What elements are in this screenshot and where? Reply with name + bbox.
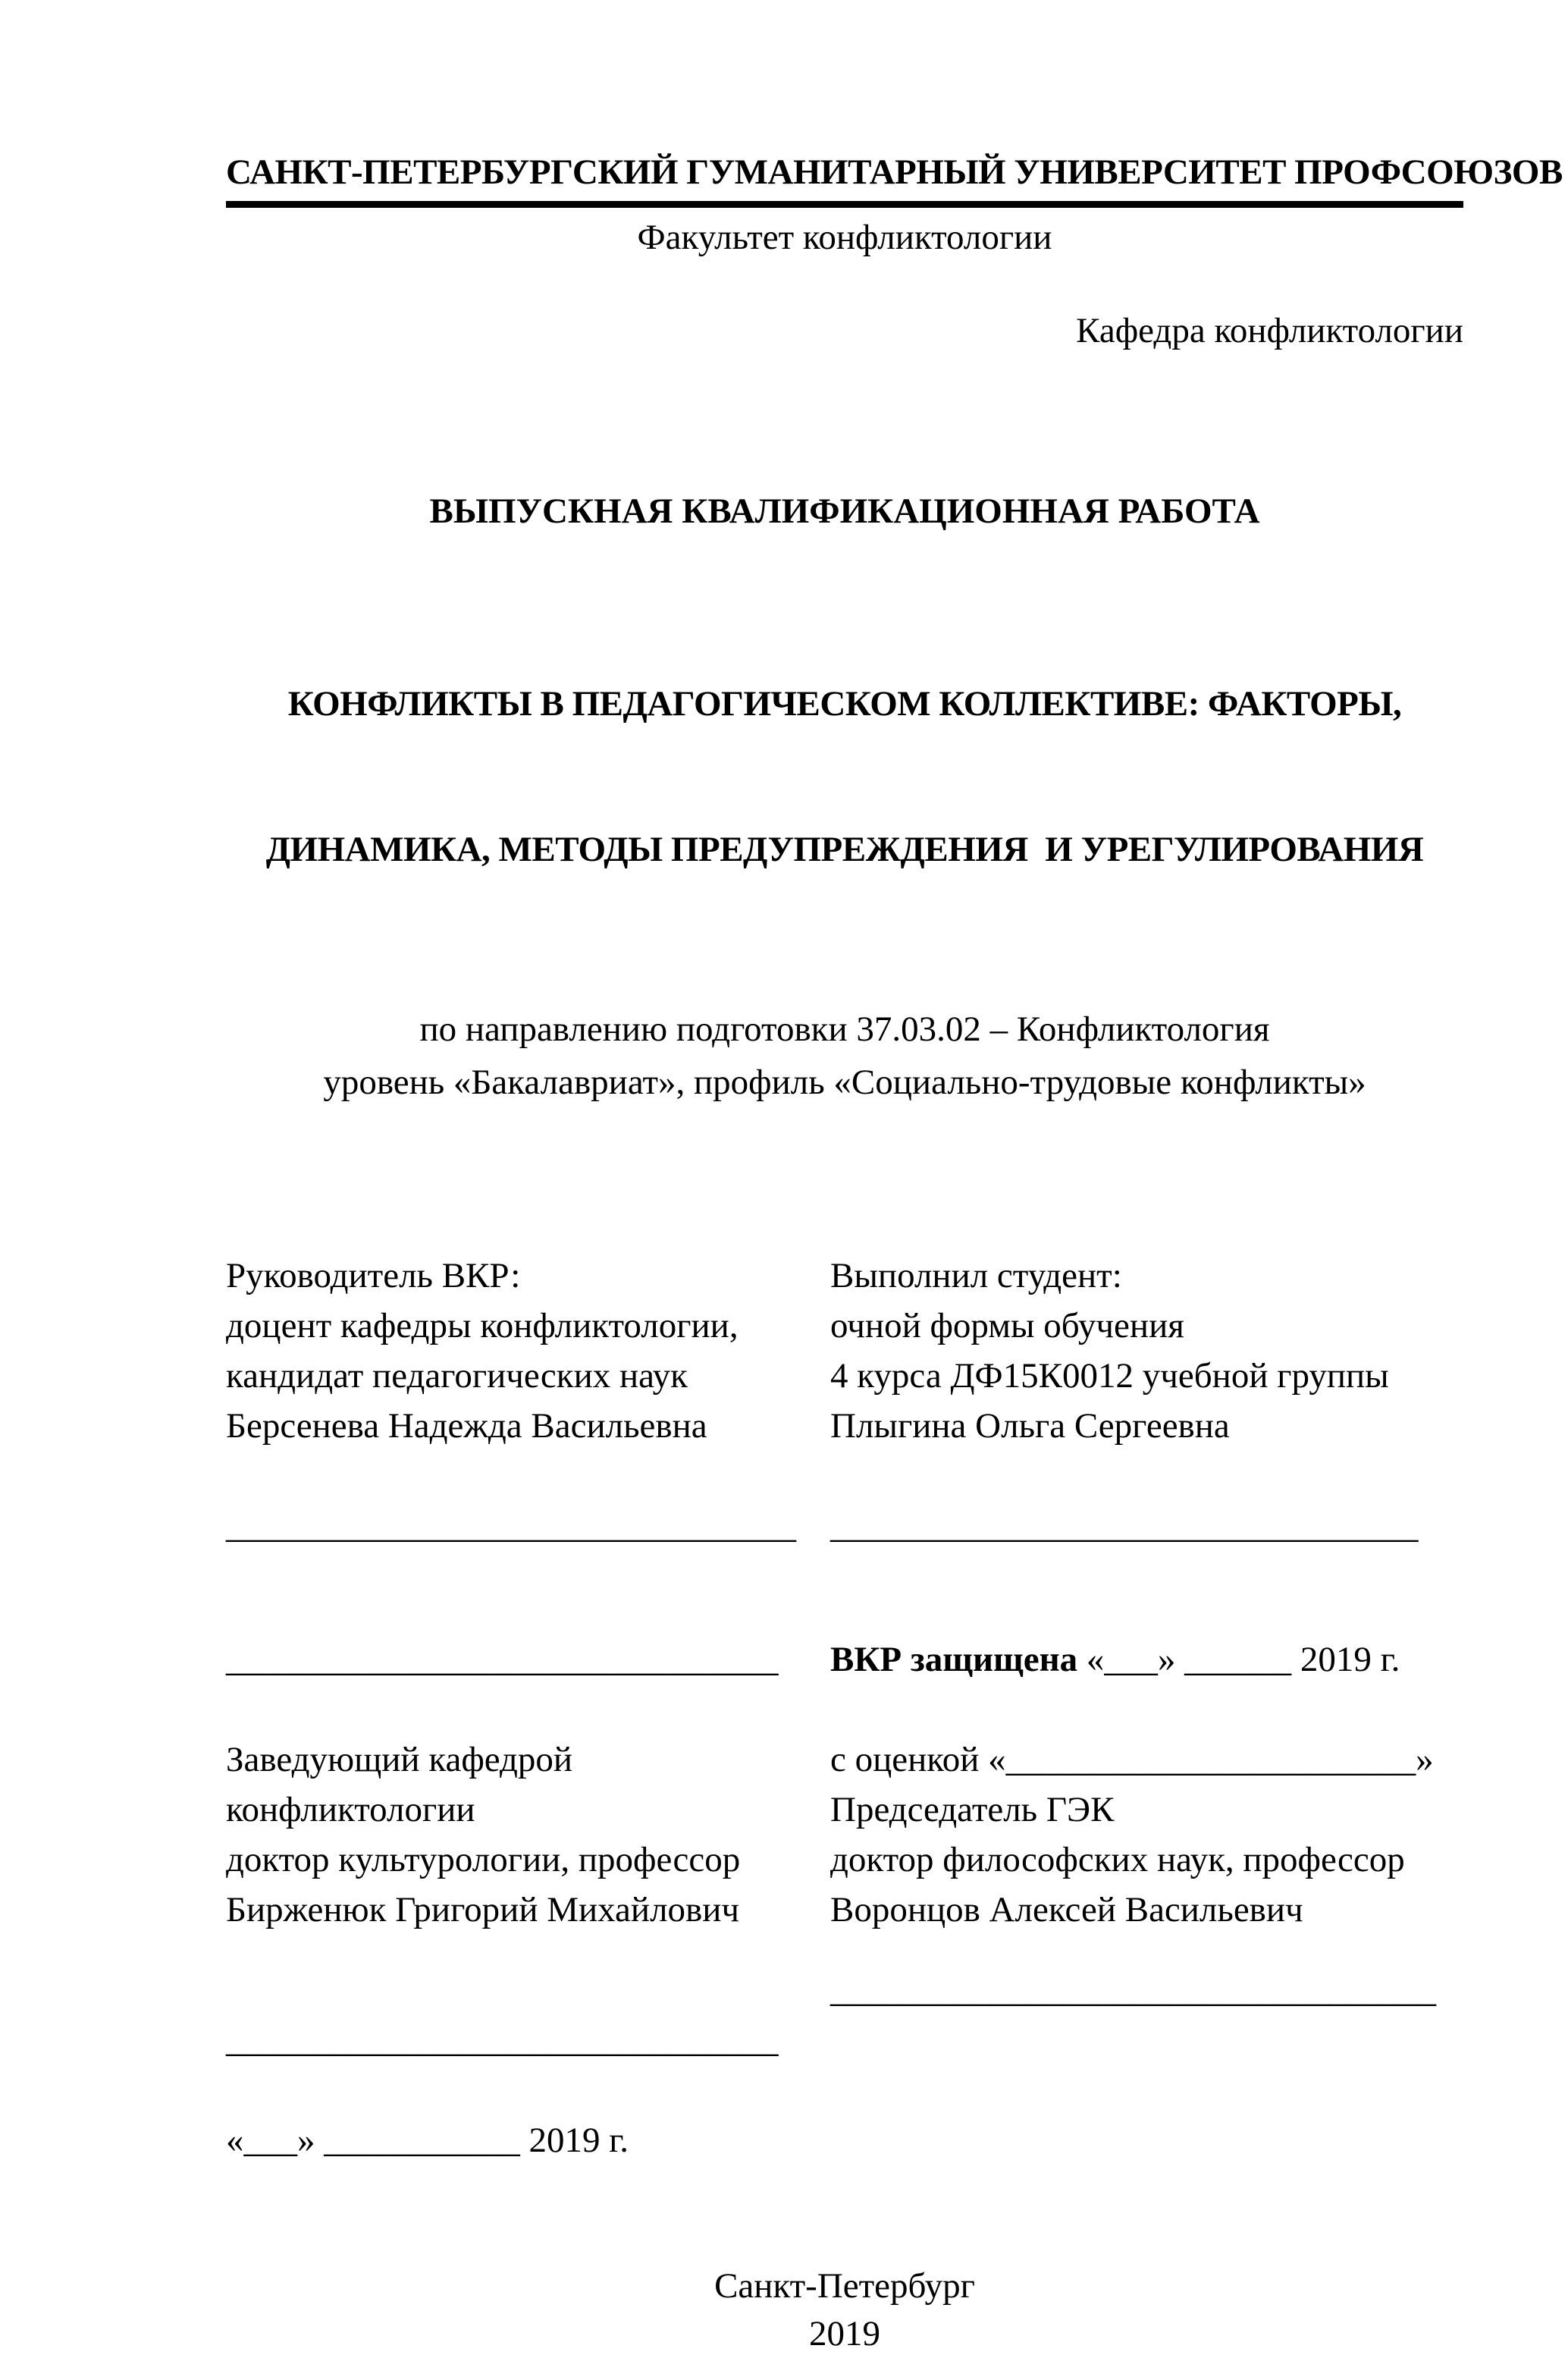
table-row <box>226 1885 1463 1935</box>
defense-date-blank: «___» ______ 2019 г. <box>1086 1640 1400 1679</box>
thesis-title-line1: КОНФЛИКТЫ В ПЕДАГОГИЧЕСКОМ КОЛЛЕКТИВЕ: ФАКТОРЫ, <box>287 684 1402 724</box>
table-row <box>226 2015 1463 2065</box>
signature-columns <box>226 1251 1463 2165</box>
student-name: Плыгина Ольга Сергеевна <box>830 1406 1230 1446</box>
program-line: по направлению подготовки 37.03.02 – Конфликтология <box>419 1009 1270 1049</box>
gek-chair-degree: доктор философских наук, профессор <box>830 1840 1405 1879</box>
table-row <box>226 1501 1463 1551</box>
table-row <box>226 1785 1463 1835</box>
student-signature-line: _________________________________ <box>830 1506 1419 1546</box>
footer-city: Санкт-Петербург <box>714 2266 975 2306</box>
supervisor-position: доцент кафедры конфликтологии, <box>226 1306 739 1345</box>
spacer-row <box>226 2065 1463 2115</box>
supervisor-label: Руководитель ВКР: <box>226 1256 521 1295</box>
student-study-form: очной формы обучения <box>830 1306 1184 1345</box>
supervisor-degree: кандидат педагогических наук <box>226 1356 688 1396</box>
faculty-name: Факультет конфликтологии <box>637 218 1052 257</box>
table-row <box>226 1835 1463 1885</box>
head-signature-line-bottom: _______________________________ <box>226 2020 779 2060</box>
level-profile-line: уровень «Бакалавриат», профиль «Социально-трудовые конфликты» <box>323 1063 1366 1102</box>
table-row <box>226 1965 1463 2015</box>
thesis-title-line2: ДИНАМИКА, МЕТОДЫ ПРЕДУПРЕЖДЕНИЯ И УРЕГУЛИРОВАНИЯ <box>265 830 1424 869</box>
head-title-line2: конфликтологии <box>226 1790 475 1829</box>
supervisor-signature-line: ________________________________ <box>226 1506 796 1546</box>
gek-chair-signature-line: __________________________________ <box>830 1970 1436 2010</box>
table-row <box>226 1351 1463 1401</box>
defense-date-line <box>830 1634 1463 1685</box>
head-date-blank: «___» ___________ 2019 г. <box>226 2121 629 2160</box>
head-name: Бирженюк Григорий Михайлович <box>226 1890 740 1929</box>
spacer-row <box>226 1551 1463 1601</box>
table-row <box>226 1301 1463 1351</box>
head-degree: доктор культурологии, профессор <box>226 1840 741 1879</box>
student-label: Выполнил студент: <box>830 1256 1122 1295</box>
university-name: САНКТ-ПЕТЕРБУРГСКИЙ ГУМАНИТАРНЫЙ УНИВЕРСИТЕТ ПРОФСОЮЗОВ <box>226 152 1563 192</box>
defense-grade-line: с оценкой «_______________________» <box>830 1740 1434 1779</box>
table-row <box>226 1251 1463 1301</box>
footer-year: 2019 <box>809 2314 880 2353</box>
head-title-line1: Заведующий кафедрой <box>226 1740 573 1779</box>
table-row <box>226 2115 1463 2165</box>
table-row <box>226 1401 1463 1451</box>
thesis-title <box>226 582 1463 971</box>
student-group: 4 курса ДФ15К0012 учебной группы <box>830 1356 1389 1396</box>
supervisor-name: Берсенева Надежда Васильевна <box>226 1406 707 1446</box>
gek-chair-title: Председатель ГЭК <box>830 1790 1115 1829</box>
defense-label: ВКР защищена <box>830 1640 1078 1679</box>
gek-chair-name: Воронцов Алексей Васильевич <box>830 1890 1303 1929</box>
spacer-row <box>226 1685 1463 1735</box>
work-type-heading: ВЫПУСКНАЯ КВАЛИФИКАЦИОННАЯ РАБОТА <box>429 491 1260 531</box>
spacer-row <box>226 1451 1463 1501</box>
department-name: Кафедра конфликтологии <box>1076 311 1463 350</box>
table-row <box>226 1735 1463 1785</box>
table-row <box>226 1634 1463 1685</box>
head-signature-line-top: _______________________________ <box>226 1640 779 1679</box>
header-rule <box>226 201 1463 208</box>
